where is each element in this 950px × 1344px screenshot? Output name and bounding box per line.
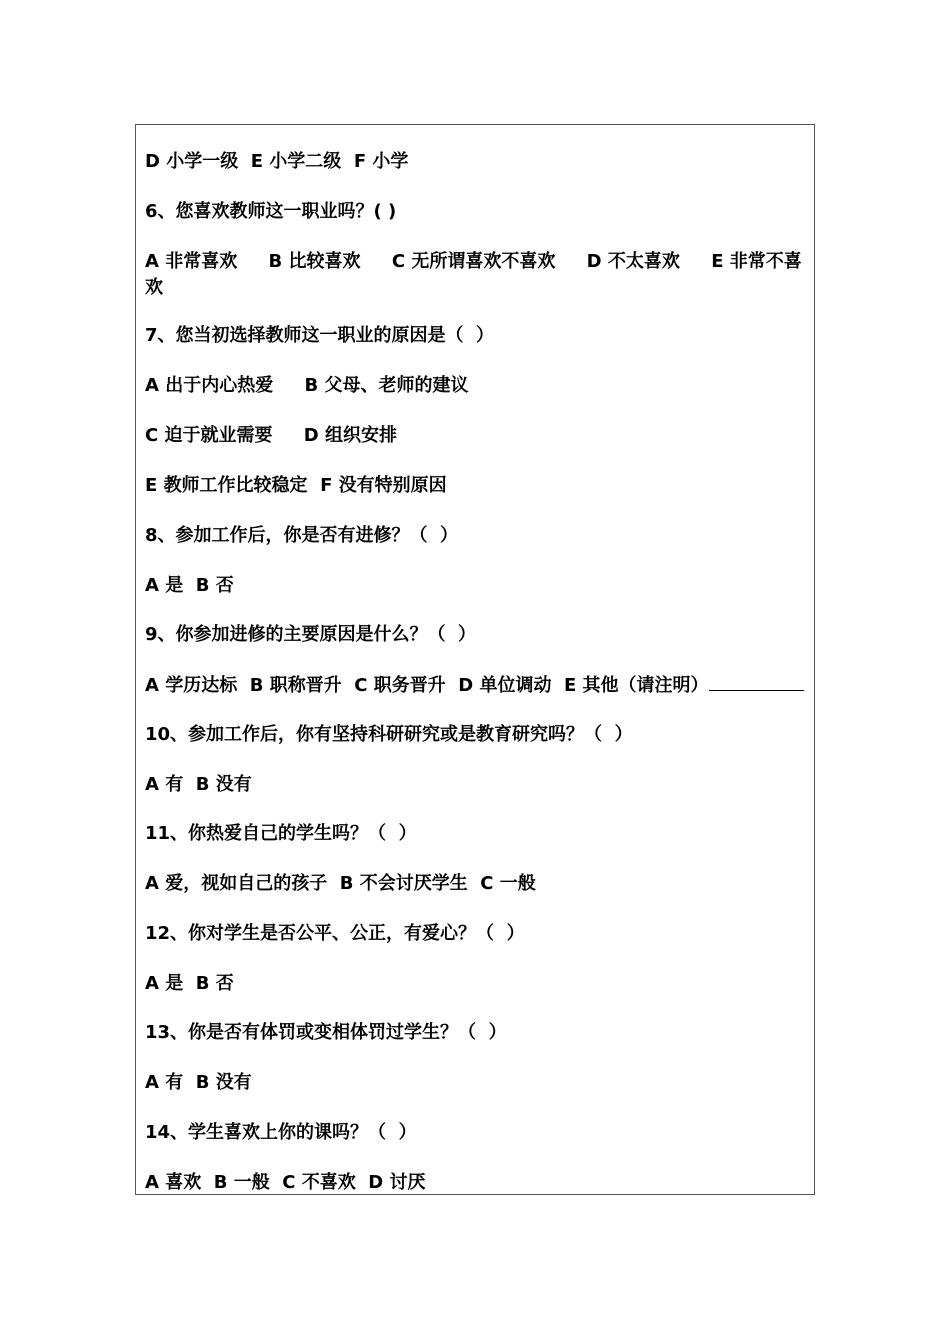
options-q7-line3: E 教师工作比较稳定 F 没有特别原因 xyxy=(145,475,447,496)
question-12: 12、你对学生是否公平、公正，有爱心？（ ） xyxy=(145,923,525,944)
option-line-q5-cont: D 小学一级 E 小学二级 F 小学 xyxy=(145,151,409,172)
questionnaire-frame xyxy=(135,124,815,1195)
options-q10: A 有 B 没有 xyxy=(145,774,252,795)
options-q13: A 有 B 没有 xyxy=(145,1072,252,1093)
question-13: 13、你是否有体罚或变相体罚过学生？（ ） xyxy=(145,1022,507,1043)
question-14: 14、学生喜欢上你的课吗？（ ） xyxy=(145,1122,417,1143)
question-8: 8、参加工作后，你是否有进修？（ ） xyxy=(145,525,459,546)
options-q14: A 喜欢 B 一般 C 不喜欢 D 讨厌 xyxy=(145,1172,426,1193)
options-q7-line1: A 出于内心热爱 B 父母、老师的建议 xyxy=(145,375,469,396)
question-7: 7、您当初选择教师这一职业的原因是（ ） xyxy=(145,325,495,346)
question-6: 6、您喜欢教师这一职业吗？( ) xyxy=(145,201,397,222)
options-q12: A 是 B 否 xyxy=(145,973,234,994)
question-11: 11、你热爱自己的学生吗？（ ） xyxy=(145,823,417,844)
options-q6: A 非常喜欢 B 比较喜欢 C 无所谓喜欢不喜欢 D 不太喜欢 E 非常不喜欢 xyxy=(145,251,802,298)
options-q8: A 是 B 否 xyxy=(145,575,234,596)
options-q9 xyxy=(145,672,808,699)
question-10: 10、参加工作后，你有坚持科研研究或是教育研究吗？（ ） xyxy=(145,724,633,745)
options-q11: A 爱，视如自己的孩子 B 不会讨厌学生 C 一般 xyxy=(145,873,536,894)
question-9: 9、你参加进修的主要原因是什么？（ ） xyxy=(145,624,477,645)
options-q9-text: A 学历达标 B 职称晋升 C 职务晋升 D 单位调动 E 其他（请注明） xyxy=(145,675,709,696)
fill-in-blank[interactable] xyxy=(709,672,804,691)
options-q7-line2: C 迫于就业需要 D 组织安排 xyxy=(145,425,398,446)
